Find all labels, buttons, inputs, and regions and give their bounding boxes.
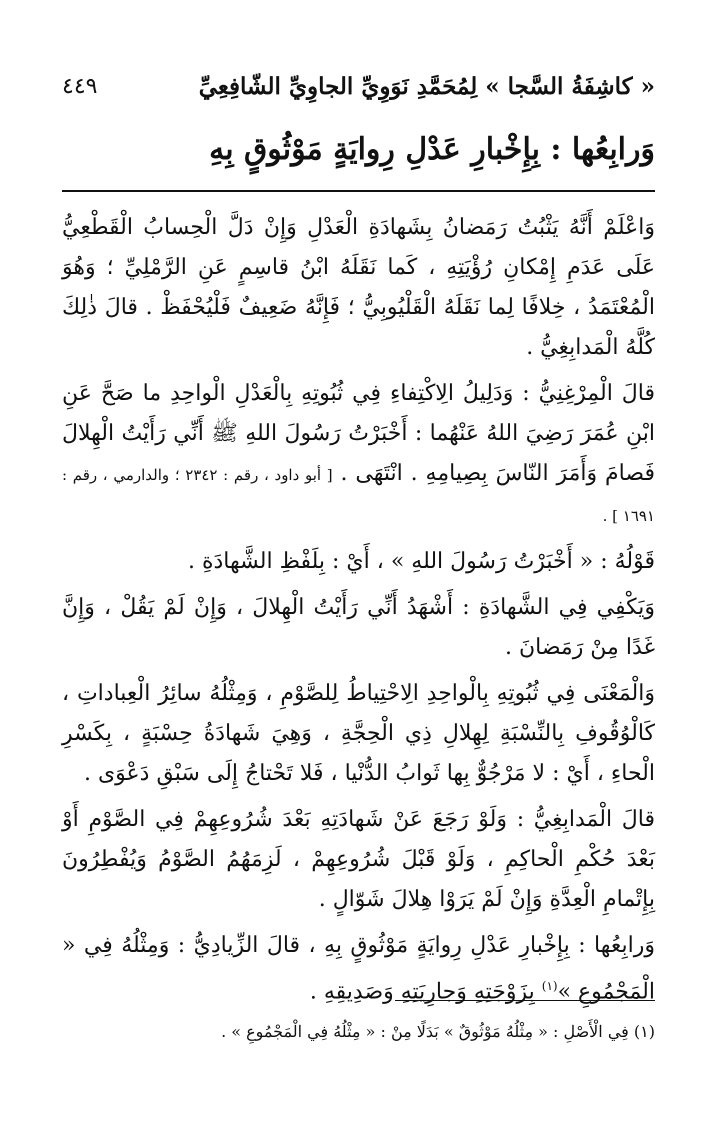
footnote-divider xyxy=(395,1000,655,1001)
paragraph: وَاعْلَمْ أَنَّهُ يَثْبُتُ رَمَضانُ بِشَهادَةِ الْعَدْلِ وَإِنْ دَلَّ الْحِسابُ الْقَطْعِيُّ عَلَى عَدَمِ إِمْكانِ رُؤْيَتِهِ ، كَما نَقَلَهُ ابْنُ قاسِمٍ عَنِ الرَّمْلِيِّ ؛ وَهُوَ الْمُعْتَمَدُ ، خِلافًا لِما نَقَلَهُ الْقَلْيُوبِيُّ ؛ فَإِنَّهُ ضَعِيفٌ فَلْيُحْفَظْ . قالَ ذٰلِكَ كُلَّهُ الْمَدابِغِيُّ . xyxy=(62,215,655,360)
paragraph xyxy=(62,374,655,536)
footnote: (١) فِي الْأَصْلِ : « مِثْلُهُ مَوْثُوقٌ » بَدَلًا مِنْ : « مِثْلُهُ فِي الْمَجْمُوعِ » . xyxy=(221,1022,655,1041)
hadith-citation: [ أبو داود ، رقم : ٢٣٤٢ ؛ والدارمي ، رقم : ١٦٩١ ] . xyxy=(62,466,655,525)
footnote-marker[interactable]: (١) xyxy=(541,979,558,993)
page-number: ٤٤٩ xyxy=(62,73,98,99)
paragraph-text: وَرابِعُها : بِإِخْبارِ عَدْلِ رِوايَةٍ مَوْثُوقٍ بِهِ ، قالَ الزِّيادِيُّ : وَمِثْلُهُ فِي « الْمَجْمُوعِ » xyxy=(62,933,655,1005)
main-text xyxy=(62,208,655,1018)
section-heading: وَرابِعُها : بِإِخْبارِ عَدْلِ رِوايَةٍ مَوْثُوقٍ بِهِ xyxy=(209,132,655,167)
paragraph-tail: بِزَوْجَتِهِ وَجارِيَتِهِ وَصَدِيقِهِ . xyxy=(309,979,535,1005)
running-title: « كاشِفَةُ السَّجا » لِمُحَمَّدِ نَوَوِيِّ الجاوِيِّ الشّافِعِيِّ xyxy=(198,72,655,100)
paragraph: قالَ الْمَدابِغِيُّ : وَلَوْ رَجَعَ عَنْ شَهادَتِهِ بَعْدَ شُرُوعِهِمْ فِي الصَّوْمِ أَوْ بَعْدَ حُكْمِ الْحاكِمِ ، وَلَوْ قَبْلَ شُرُوعِهِمْ ، لَزِمَهُمُ الصَّوْمُ وَيُفْطِرُونَ بِإِتْمامِ الْعِدَّةِ وَإِنْ لَمْ يَرَوْا هِلالَ شَوّالٍ . xyxy=(62,807,655,912)
paragraph-text: قالَ الْمِرْغِنِيُّ : وَدَلِيلُ الِاكْتِفاءِ فِي ثُبُوتِهِ بِالْعَدْلِ الْواحِدِ ما صَحَّ عَنِ ابْنِ عُمَرَ رَضِيَ اللهُ عَنْهُما : أَخْبَرْتُ رَسُولَ اللهِ ﷺ أَنِّي رَأَيْتُ الْهِلالَ فَصامَ وَأَمَرَ النّاسَ بِصِيامِهِ . انْتَهَى . xyxy=(62,381,655,486)
page-header xyxy=(62,66,655,106)
paragraph: وَالْمَعْنَى فِي ثُبُوتِهِ بِالْواحِدِ الِاحْتِياطُ لِلصَّوْمِ ، وَمِثْلُهُ سائِرُ الْعِباداتِ ، كَالْوُقُوفِ بِالنِّسْبَةِ لِهِلالِ ذِي الْحِجَّةِ ، وَهِيَ شَهادَةُ حِسْبَةٍ ، بِكَسْرِ الْحاءِ ، أَيْ : لا مَرْجُوٌّ بِها ثَوابُ الدُّنْيا ، فَلا تَحْتاجُ إِلَى سَبْقِ دَعْوَى . xyxy=(62,681,655,786)
paragraph: وَيَكْفِي فِي الشَّهادَةِ : أَشْهَدُ أَنِّي رَأَيْتُ الْهِلالَ ، وَإِنْ لَمْ يَقُلْ ، وَإِنَّ غَدًا مِنْ رَمَضانَ . xyxy=(62,595,655,660)
heading-divider xyxy=(62,190,655,192)
paragraph: قَوْلُهُ : « أَخْبَرْتُ رَسُولَ اللهِ » ، أَيْ : بِلَفْظِ الشَّهادَةِ . xyxy=(188,549,655,574)
